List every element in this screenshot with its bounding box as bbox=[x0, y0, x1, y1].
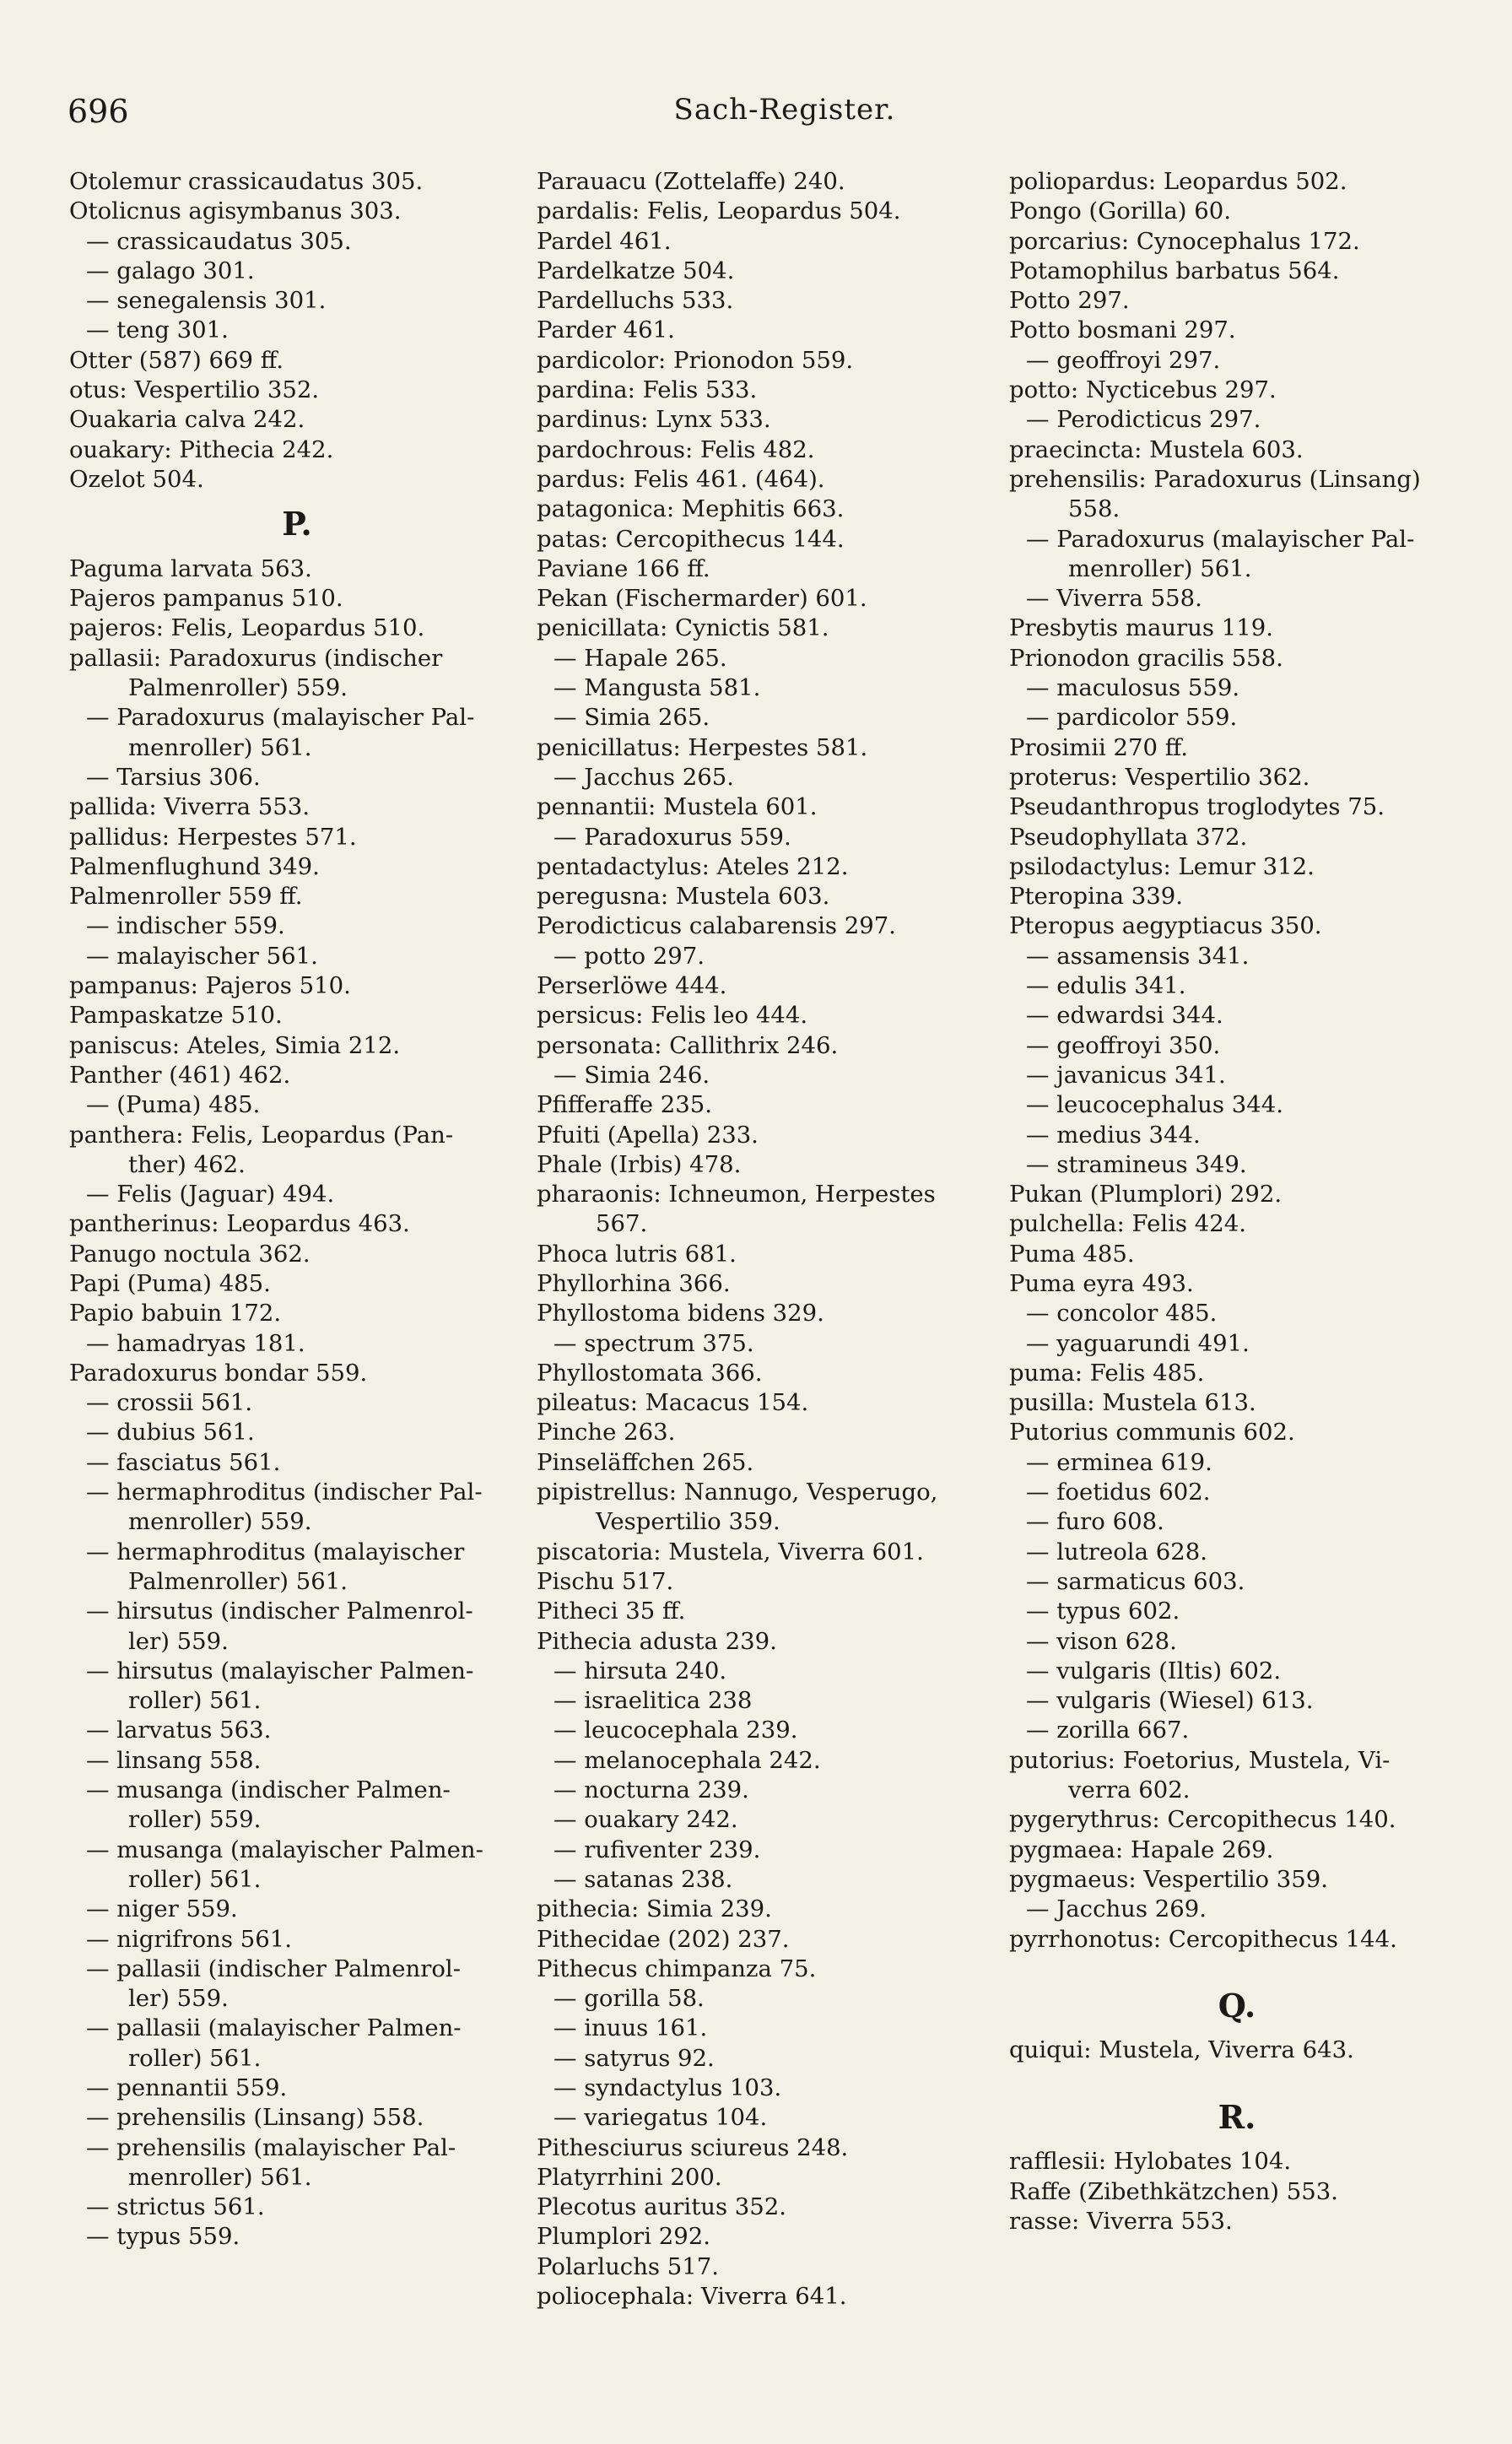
index-entry: Palmenflughund 349. bbox=[69, 852, 320, 880]
index-entry: paniscus: Ateles, Simia 212. bbox=[69, 1031, 401, 1059]
index-entry: Potamophilus barbatus 564. bbox=[1009, 257, 1340, 284]
index-subentry: — strictus 561. bbox=[86, 2193, 265, 2221]
index-continuation: menroller) 561. bbox=[128, 733, 312, 761]
index-entry: Puma eyra 493. bbox=[1009, 1269, 1194, 1297]
index-entry: pyrrhonotus: Cercopithecus 144. bbox=[1009, 1925, 1397, 1953]
index-entry: Putorius communis 602. bbox=[1009, 1419, 1295, 1446]
index-entry: Platyrrhini 200. bbox=[537, 2163, 722, 2191]
index-subentry: — israelitica 238 bbox=[554, 1687, 753, 1715]
index-subentry: — spectrum 375. bbox=[554, 1329, 754, 1357]
index-subentry: — satyrus 92. bbox=[554, 2044, 715, 2072]
index-entry: Perodicticus calabarensis 297. bbox=[537, 912, 896, 940]
section-spacer bbox=[1009, 1955, 1465, 1976]
index-entry: pardochrous: Felis 482. bbox=[537, 435, 815, 463]
index-entry: Phale (Irbis) 478. bbox=[537, 1150, 742, 1178]
index-subentry: — erminea 619. bbox=[1026, 1448, 1212, 1476]
index-subentry: — Perodicticus 297. bbox=[1026, 406, 1261, 434]
index-subentry: — nocturna 239. bbox=[554, 1776, 749, 1804]
index-continuation: roller) 561. bbox=[128, 1687, 262, 1715]
index-entry: Phyllostomata 366. bbox=[537, 1359, 763, 1387]
index-entry: Pukan (Plumplori) 292. bbox=[1009, 1181, 1282, 1208]
index-continuation: roller) 561. bbox=[128, 1865, 262, 1893]
index-subentry: — sarmaticus 603. bbox=[1026, 1567, 1245, 1595]
index-entry: Panther (461) 462. bbox=[69, 1061, 291, 1089]
index-subentry: — Tarsius 306. bbox=[86, 763, 261, 791]
index-subentry: — inuus 161. bbox=[554, 2014, 708, 2042]
index-subentry: — prehensilis (malayischer Pal- bbox=[86, 2133, 456, 2161]
index-entry: pennantii: Mustela 601. bbox=[537, 793, 818, 821]
index-entry: pardalis: Felis, Leopardus 504. bbox=[537, 197, 901, 225]
index-subentry: — nigrifrons 561. bbox=[86, 1925, 292, 1953]
index-entry: Pithecidae (202) 237. bbox=[537, 1925, 790, 1953]
index-entry: Papio babuin 172. bbox=[69, 1300, 282, 1327]
index-entry: Pseudanthropus troglodytes 75. bbox=[1009, 793, 1385, 821]
index-subentry: — linsang 558. bbox=[86, 1746, 262, 1774]
index-subentry: — hamadryas 181. bbox=[86, 1329, 305, 1357]
index-entry: Pseudophyllata 372. bbox=[1009, 823, 1248, 851]
index-entry: pallidus: Herpestes 571. bbox=[69, 823, 357, 851]
index-subentry: — Paradoxurus (malayischer Pal- bbox=[86, 704, 475, 732]
index-continuation: 558. bbox=[1068, 495, 1120, 523]
index-continuation: ther) 462. bbox=[128, 1150, 246, 1178]
index-subentry: — foetidus 602. bbox=[1026, 1479, 1211, 1506]
index-subentry: — leucocephalus 344. bbox=[1026, 1091, 1283, 1119]
index-entry: ouakary: Pithecia 242. bbox=[69, 435, 334, 463]
index-subentry: — stramineus 349. bbox=[1026, 1150, 1247, 1178]
index-entry: putorius: Foetorius, Mustela, Vi- bbox=[1009, 1746, 1390, 1774]
index-subentry: — niger 559. bbox=[86, 1895, 238, 1923]
index-entry: Parauacu (Zottelaffe) 240. bbox=[537, 168, 845, 195]
index-subentry: — edulis 341. bbox=[1026, 972, 1186, 1000]
index-entry: pardus: Felis 461. (464). bbox=[537, 465, 825, 493]
index-entry: Pithecus chimpanza 75. bbox=[537, 1955, 817, 1982]
index-subentry: — Jacchus 265. bbox=[554, 763, 734, 791]
index-entry: pulchella: Felis 424. bbox=[1009, 1210, 1247, 1238]
section-letter-p: P. bbox=[282, 505, 312, 543]
index-subentry: — vulgaris (Iltis) 602. bbox=[1026, 1657, 1282, 1684]
index-entry: pharaonis: Ichneumon, Herpestes bbox=[537, 1181, 936, 1208]
index-entry: Pteropina 339. bbox=[1009, 883, 1184, 911]
index-subentry: — larvatus 563. bbox=[86, 1717, 272, 1744]
section-letter-q: Q. bbox=[1218, 1986, 1256, 2025]
index-entry: Phoca lutris 681. bbox=[537, 1240, 737, 1268]
index-entry: Pfuiti (Apella) 233. bbox=[537, 1121, 759, 1149]
index-entry: pygerythrus: Cercopithecus 140. bbox=[1009, 1806, 1396, 1834]
index-subentry: — galago 301. bbox=[86, 257, 255, 284]
index-entry: psilodactylus: Lemur 312. bbox=[1009, 852, 1315, 880]
index-subentry: — edwardsi 344. bbox=[1026, 1002, 1223, 1030]
index-entry: Presbytis maurus 119. bbox=[1009, 614, 1274, 642]
index-entry: Pithecia adusta 239. bbox=[537, 1627, 777, 1655]
index-entry: Pampaskatze 510. bbox=[69, 1002, 283, 1030]
index-subentry: — pennantii 559. bbox=[86, 2074, 288, 2101]
index-entry: Paguma larvata 563. bbox=[69, 554, 312, 582]
index-continuation: verra 602. bbox=[1068, 1776, 1191, 1804]
index-entry: Pardelkatze 504. bbox=[537, 257, 735, 284]
index-subentry: — malayischer 561. bbox=[86, 942, 318, 970]
index-entry: Palmenroller 559 ff. bbox=[69, 883, 303, 911]
index-subentry: — Mangusta 581. bbox=[554, 674, 761, 702]
index-subentry: — musanga (indischer Palmen- bbox=[86, 1776, 451, 1804]
index-subentry: — rufiventer 239. bbox=[554, 1836, 761, 1863]
index-entry: poliocephala: Viverra 641. bbox=[537, 2283, 847, 2311]
page-number: 696 bbox=[68, 93, 129, 130]
index-subentry: — pallasii (indischer Palmenrol- bbox=[86, 1955, 462, 1982]
index-subentry: — Paradoxurus 559. bbox=[554, 823, 791, 851]
index-entry: Otolemur crassicaudatus 305. bbox=[69, 168, 424, 195]
index-subentry: — vison 628. bbox=[1026, 1627, 1177, 1655]
index-entry: pithecia: Simia 239. bbox=[537, 1895, 772, 1923]
index-subentry: — typus 559. bbox=[86, 2223, 240, 2251]
index-entry: Plecotus auritus 352. bbox=[537, 2193, 787, 2221]
index-entry: porcarius: Cynocephalus 172. bbox=[1009, 227, 1360, 255]
index-continuation: ler) 559. bbox=[128, 1627, 229, 1655]
index-subentry: — hirsutus (malayischer Palmen- bbox=[86, 1657, 474, 1684]
index-entry: Pitheci 35 ff. bbox=[537, 1598, 686, 1625]
index-subentry: — melanocephala 242. bbox=[554, 1746, 821, 1774]
index-subentry: — typus 602. bbox=[1026, 1598, 1180, 1625]
index-subentry: — variegatus 104. bbox=[554, 2104, 768, 2132]
index-entry: pipistrellus: Nannugo, Vesperugo, bbox=[537, 1479, 938, 1506]
running-title: Sach-Register. bbox=[673, 93, 896, 127]
index-subentry: — potto 297. bbox=[554, 942, 705, 970]
index-entry: rasse: Viverra 553. bbox=[1009, 2207, 1233, 2235]
index-subentry: — furo 608. bbox=[1026, 1508, 1164, 1536]
index-entry: Phyllorhina 366. bbox=[537, 1269, 731, 1297]
index-entry: Pinche 263. bbox=[537, 1419, 676, 1446]
index-subentry: — dubius 561. bbox=[86, 1419, 255, 1446]
index-continuation: Vespertilio 359. bbox=[596, 1508, 780, 1536]
index-subentry: — (Puma) 485. bbox=[86, 1091, 261, 1119]
index-entry: pygmaea: Hapale 269. bbox=[1009, 1836, 1274, 1863]
index-entry: Paradoxurus bondar 559. bbox=[69, 1359, 368, 1387]
index-subentry: — vulgaris (Wiesel) 613. bbox=[1026, 1687, 1314, 1715]
index-entry: Potto bosmani 297. bbox=[1009, 316, 1236, 344]
index-entry: Pekan (Fischermarder) 601. bbox=[537, 585, 867, 613]
index-subentry: — hermaphroditus (indischer Pal- bbox=[86, 1479, 483, 1506]
index-entry: Pteropus aegyptiacus 350. bbox=[1009, 912, 1322, 940]
section-letter-r: R. bbox=[1218, 2097, 1256, 2136]
index-subentry: — Jacchus 269. bbox=[1026, 1895, 1207, 1923]
index-subentry: — javanicus 341. bbox=[1026, 1061, 1226, 1089]
index-entry: poliopardus: Leopardus 502. bbox=[1009, 168, 1347, 195]
index-entry: Paviane 166 ff. bbox=[537, 554, 710, 582]
index-entry: pampanus: Pajeros 510. bbox=[69, 972, 351, 1000]
index-subentry: — medius 344. bbox=[1026, 1121, 1201, 1149]
index-subentry: — teng 301. bbox=[86, 316, 229, 344]
index-column-1 bbox=[69, 167, 525, 2252]
index-entry: penicillata: Cynictis 581. bbox=[537, 614, 829, 642]
index-entry: otus: Vespertilio 352. bbox=[69, 376, 320, 404]
index-entry: Parder 461. bbox=[537, 316, 675, 344]
index-entry: Otolicnus agisymbanus 303. bbox=[69, 197, 402, 225]
index-entry: puma: Felis 485. bbox=[1009, 1359, 1205, 1387]
index-entry: pallida: Viverra 553. bbox=[69, 793, 310, 821]
index-subentry: — assamensis 341. bbox=[1026, 942, 1250, 970]
index-entry: rafflesii: Hylobates 104. bbox=[1009, 2148, 1292, 2176]
index-continuation: menroller) 561. bbox=[1068, 554, 1252, 582]
index-continuation: menroller) 561. bbox=[128, 2163, 312, 2191]
index-entry: pileatus: Macacus 154. bbox=[537, 1389, 809, 1417]
index-continuation: ler) 559. bbox=[128, 1985, 229, 2013]
index-subentry: — geoffroyi 297. bbox=[1026, 346, 1221, 374]
index-subentry: — crassicaudatus 305. bbox=[86, 227, 352, 255]
index-entry: Ozelot 504. bbox=[69, 465, 204, 493]
index-continuation: roller) 559. bbox=[128, 1806, 262, 1834]
index-subentry: — Simia 246. bbox=[554, 1061, 710, 1089]
index-subentry: — lutreola 628. bbox=[1026, 1538, 1207, 1565]
index-entry: pantherinus: Leopardus 463. bbox=[69, 1210, 410, 1238]
index-entry: patagonica: Mephitis 663. bbox=[537, 495, 845, 523]
index-subentry: — hirsutus (indischer Palmenrol- bbox=[86, 1598, 473, 1625]
index-subentry: — Viverra 558. bbox=[1026, 585, 1202, 613]
index-subentry: — senegalensis 301. bbox=[86, 287, 327, 315]
index-entry: Pardel 461. bbox=[537, 227, 672, 255]
index-entry: Pinseläffchen 265. bbox=[537, 1448, 754, 1476]
index-entry: pardina: Felis 533. bbox=[537, 376, 758, 404]
index-entry: Papi (Puma) 485. bbox=[69, 1269, 271, 1297]
index-subentry: — hirsuta 240. bbox=[554, 1657, 727, 1684]
index-entry: Pardelluchs 533. bbox=[537, 287, 734, 315]
index-continuation: Palmenroller) 561. bbox=[128, 1567, 348, 1595]
index-entry: Prionodon gracilis 558. bbox=[1009, 644, 1283, 672]
index-entry: prehensilis: Paradoxurus (Linsang) bbox=[1009, 465, 1421, 493]
index-entry: pardinus: Lynx 533. bbox=[537, 406, 771, 434]
index-continuation: Palmenroller) 559. bbox=[128, 674, 348, 702]
index-entry: potto: Nycticebus 297. bbox=[1009, 376, 1277, 404]
index-entry: Pajeros pampanus 510. bbox=[69, 585, 343, 613]
index-entry: proterus: Vespertilio 362. bbox=[1009, 763, 1310, 791]
index-subentry: — hermaphroditus (malayischer bbox=[86, 1538, 465, 1565]
index-entry: Panugo noctula 362. bbox=[69, 1240, 310, 1268]
index-subentry: — zorilla 667. bbox=[1026, 1717, 1190, 1744]
index-entry: persicus: Felis leo 444. bbox=[537, 1002, 808, 1030]
index-entry: pygmaeus: Vespertilio 359. bbox=[1009, 1865, 1329, 1893]
index-subentry: — yaguarundi 491. bbox=[1026, 1329, 1250, 1357]
index-entry: pallasii: Paradoxurus (indischer bbox=[69, 644, 443, 672]
index-subentry: — leucocephala 239. bbox=[554, 1717, 798, 1744]
index-subentry: — Felis (Jaguar) 494. bbox=[86, 1181, 335, 1208]
index-entry: Otter (587) 669 ff. bbox=[69, 346, 284, 374]
index-continuation: menroller) 559. bbox=[128, 1508, 312, 1536]
index-entry: Perserlöwe 444. bbox=[537, 972, 727, 1000]
index-subentry: — crossii 561. bbox=[86, 1389, 253, 1417]
index-entry: quiqui: Mustela, Viverra 643. bbox=[1009, 2036, 1354, 2064]
index-subentry: — indischer 559. bbox=[86, 912, 285, 940]
index-entry: piscatoria: Mustela, Viverra 601. bbox=[537, 1538, 924, 1565]
index-entry: Pischu 517. bbox=[537, 1567, 674, 1595]
index-entry: penicillatus: Herpestes 581. bbox=[537, 733, 868, 761]
index-column-3 bbox=[1009, 167, 1465, 2236]
index-entry: Puma 485. bbox=[1009, 1240, 1135, 1268]
index-subentry: — concolor 485. bbox=[1026, 1300, 1218, 1327]
index-subentry: — Paradoxurus (malayischer Pal- bbox=[1026, 525, 1415, 553]
index-entry: Plumplori 292. bbox=[537, 2223, 710, 2251]
index-entry: Polarluchs 517. bbox=[537, 2252, 719, 2280]
index-subentry: — pallasii (malayischer Palmen- bbox=[86, 2014, 462, 2042]
index-entry: Pithesciurus sciureus 248. bbox=[537, 2133, 849, 2161]
index-entry: pentadactylus: Ateles 212. bbox=[537, 852, 849, 880]
index-entry: pusilla: Mustela 613. bbox=[1009, 1389, 1256, 1417]
index-entry: pardicolor: Prionodon 559. bbox=[537, 346, 854, 374]
index-subentry: — pardicolor 559. bbox=[1026, 704, 1238, 732]
index-subentry: — satanas 238. bbox=[554, 1865, 733, 1893]
index-continuation: 567. bbox=[596, 1210, 648, 1238]
index-column-2 bbox=[537, 167, 992, 2312]
index-subentry: — fasciatus 561. bbox=[86, 1448, 281, 1476]
index-entry: Ouakaria calva 242. bbox=[69, 406, 305, 434]
index-entry: Prosimii 270 ff. bbox=[1009, 733, 1189, 761]
index-entry: Phyllostoma bidens 329. bbox=[537, 1300, 824, 1327]
index-subentry: — maculosus 559. bbox=[1026, 674, 1240, 702]
index-entry: Pfifferaffe 235. bbox=[537, 1091, 712, 1119]
index-subentry: — geoffroyi 350. bbox=[1026, 1031, 1221, 1059]
index-entry: praecincta: Mustela 603. bbox=[1009, 435, 1304, 463]
index-subentry: — syndactylus 103. bbox=[554, 2074, 782, 2101]
index-entry: Raffe (Zibethkätzchen) 553. bbox=[1009, 2177, 1338, 2205]
section-spacer bbox=[1009, 2066, 1465, 2088]
index-subentry: — Simia 265. bbox=[554, 704, 710, 732]
index-entry: Pongo (Gorilla) 60. bbox=[1009, 197, 1231, 225]
index-entry: peregusna: Mustela 603. bbox=[537, 883, 830, 911]
index-entry: pajeros: Felis, Leopardus 510. bbox=[69, 614, 425, 642]
index-entry: patas: Cercopithecus 144. bbox=[537, 525, 845, 553]
index-continuation: roller) 561. bbox=[128, 2044, 262, 2072]
index-subentry: — ouakary 242. bbox=[554, 1806, 738, 1834]
index-subentry: — musanga (malayischer Palmen- bbox=[86, 1836, 483, 1863]
index-entry: personata: Callithrix 246. bbox=[537, 1031, 839, 1059]
index-entry: Potto 297. bbox=[1009, 287, 1130, 315]
index-subentry: — prehensilis (Linsang) 558. bbox=[86, 2104, 424, 2132]
index-subentry: — Hapale 265. bbox=[554, 644, 727, 672]
index-entry: panthera: Felis, Leopardus (Pan- bbox=[69, 1121, 454, 1149]
index-subentry: — gorilla 58. bbox=[554, 1985, 705, 2013]
